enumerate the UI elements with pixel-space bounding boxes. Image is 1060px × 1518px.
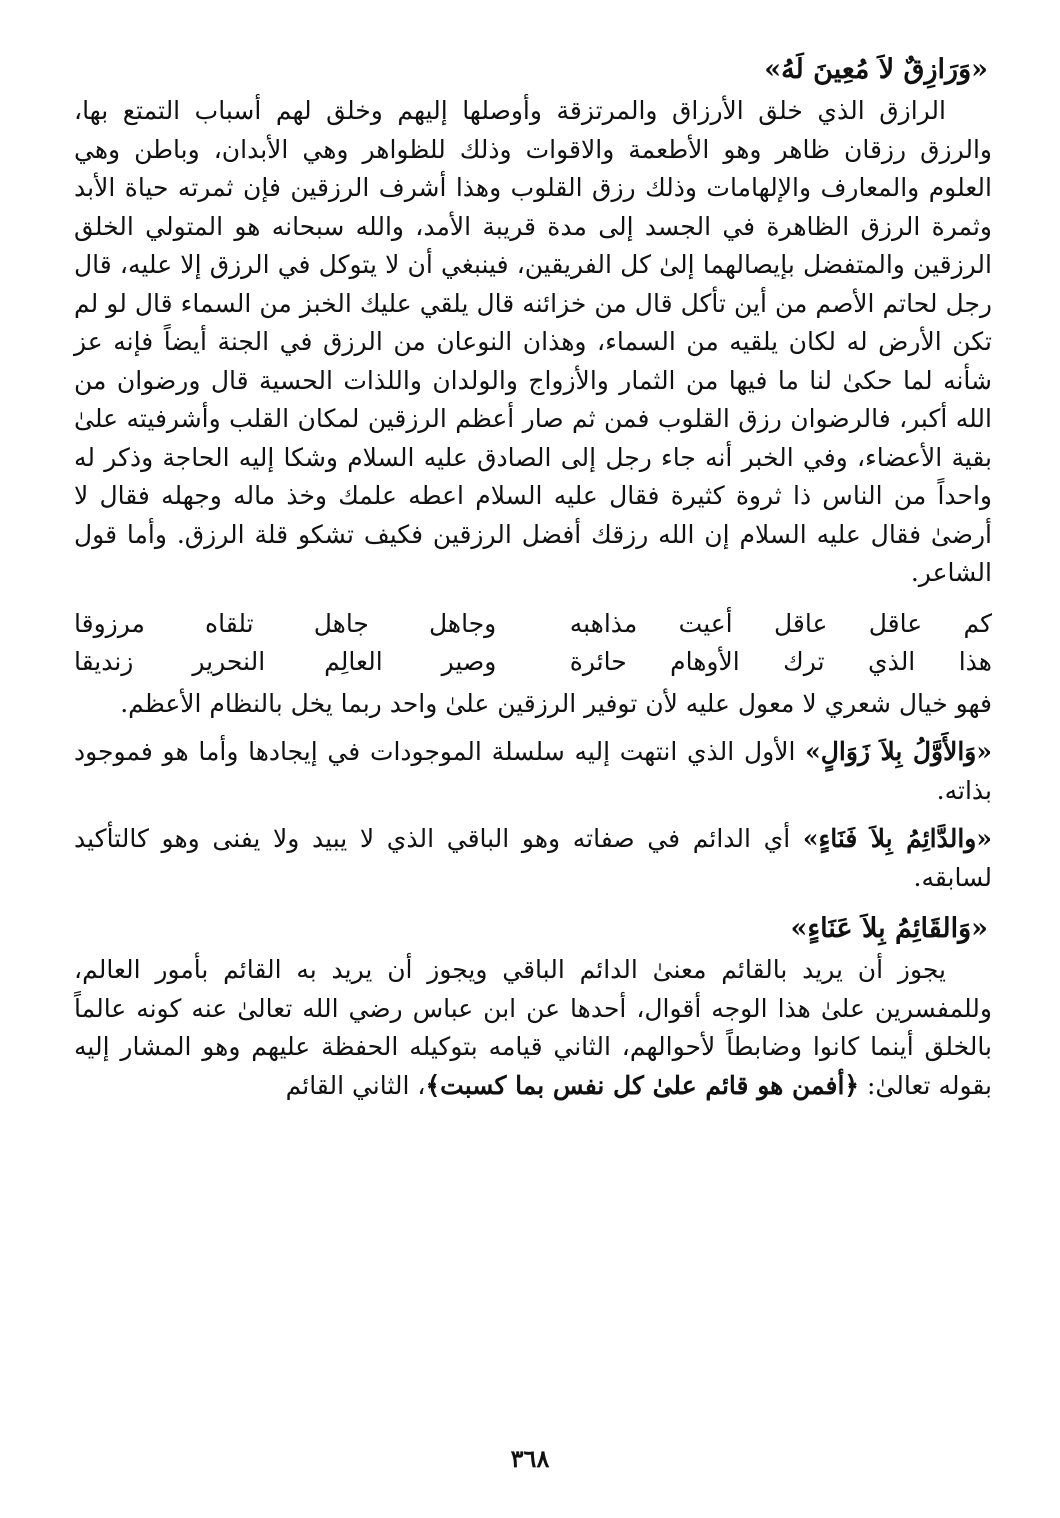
poem-hemistich-first: كم عاقل عاقل أعيت مذاهبه xyxy=(569,608,992,638)
poem-hemistich-first: هذا الذي ترك الأوهام حائرة xyxy=(569,646,992,676)
paragraph-daim-text: أي الدائم في صفاته وهو الباقي الذي لا يبيد ولا يفنى وهو كالتأكيد لسابقه. xyxy=(74,824,992,892)
poem xyxy=(74,605,992,681)
paragraph-daim xyxy=(74,820,992,897)
paragraph-poem-comment: فهو خيال شعري لا معول عليه لأن توفير الرزقين علىٰ واحد ربما يخل بالنظام الأعظم. xyxy=(120,688,992,718)
poem-hemistich-second: وجاهل جاهل تلقاه مرزوقا xyxy=(74,608,497,638)
quran-quote: ﴿أفمن هو قائم علىٰ كل نفس بما كسبت﴾ xyxy=(425,1070,860,1100)
section-heading-razzaq: «وَرَازِقٌ لاَ مُعِينَ لَهُ» xyxy=(764,54,988,85)
paragraph-razzaq: الرازق الذي خلق الأرزاق والمرتزقة وأوصلها إليهم وخلق لهم أسباب التمتع بها، والرزق رزقان ظاهر وهو الأطعمة والاقوات وذلك للظواهر وهي الأبدان، وباطن وهي العلوم والمعارف والإلهامات وذلك رزق القلوب وهذا أشرف الرزقين فإن ثمرته حياة الأبد وثمرة الرزق الظاهرة في الجسد إلى مدة قريبة الأمد، والله سبحانه هو المتولي الخلق الرزقين والمتفضل بإيصالهما إلىٰ كل الفريقين، فينبغي أن لا يتوكل في الرزق إلا عليه، قال رجل لحاتم الأصم من أين تأكل قال من خزائنه قال يلقي عليك الخبز من السماء قال لو لم تكن الأرض له لكان يلقيه من السماء، وهذان النوعان من الرزق في الجنة أيضاً فإنه عز شأنه لما حكىٰ لنا ما فيها من الثمار والأزواج والولدان واللذات الحسية قال ورضوان من الله أكبر، فالرضوان رزق القلوب فمن ثم صار أعظم الرزقين لمكان القلب وأشرفيته علىٰ بقية الأعضاء، وفي الخبر أنه جاء رجل إلى الصادق عليه السلام وشكا إليه الحاجة وذكر له واحداً من الناس ذا ثروة كثيرة فقال عليه السلام اعطه علمك وخذ ماله وجهله فقال لا أرضىٰ فقال عليه السلام إن الله رزقك أفضل الرزقين فكيف تشكو قلة الرزق. وأما قول الشاعر. xyxy=(74,96,992,587)
paragraph-qaim-text-a: يجوز أن يريد بالقائم معنىٰ الدائم الباقي ويجوز أن يريد به القائم بأمور العالم، وللمفسرين علىٰ هذا الوجه أقوال، أحدها عن ابن عباس رضي الله تعالىٰ عنه كونه عالماً بالخلق أينما كانوا وضابطاً لأحوالهم، الثاني قيامه بتوكيله الحفظة عليهم وهو المشار إليه بقوله تعالىٰ: xyxy=(74,955,992,1100)
poem-verse xyxy=(74,643,992,681)
term-awwal: «وَالأَوَّلُ بِلاَ زَوَالٍ» xyxy=(805,737,992,766)
paragraph-awwal xyxy=(74,733,992,810)
paragraph-awwal-text: الأول الذي انتهت إليه سلسلة الموجودات في إيجادها وأما هو فموجود بذاته. xyxy=(74,737,992,805)
page-body xyxy=(74,48,992,1105)
poem-hemistich-second: وصير العالِم النحرير زنديقا xyxy=(74,646,497,676)
page-number: ٣٦٨ xyxy=(510,1444,550,1473)
paragraph-qaim-text-b: ، الثاني القائم xyxy=(285,1070,426,1100)
paragraph-qaim xyxy=(74,951,992,1105)
term-daim: «والدَّائِمُ بِلاَ فَنَاءٍ» xyxy=(802,824,992,853)
section-heading-qaim: «وَالقَائِمُ بِلاَ عَنَاءٍ» xyxy=(790,913,988,944)
poem-verse xyxy=(74,605,992,643)
